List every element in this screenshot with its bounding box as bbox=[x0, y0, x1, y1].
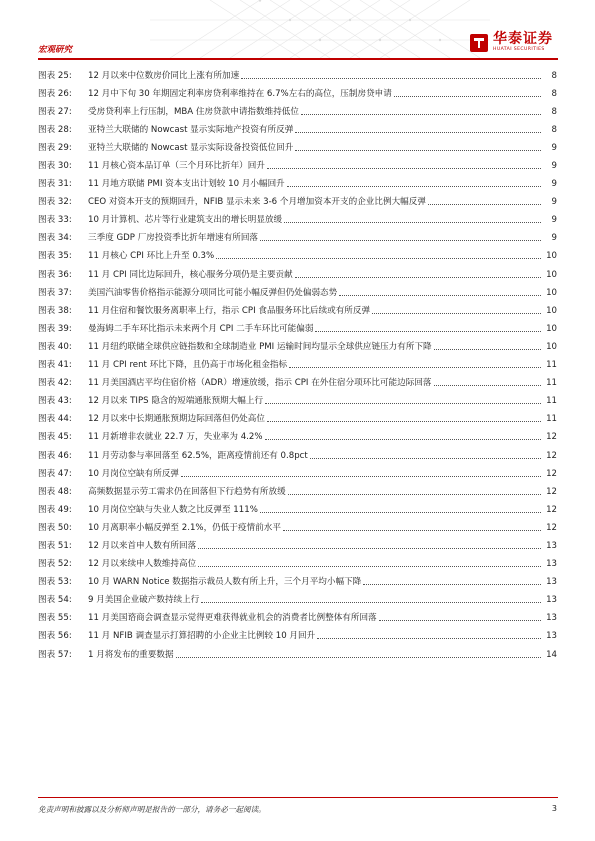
figure-page-number: 12 bbox=[546, 432, 557, 443]
figure-page-number: 11 bbox=[546, 396, 557, 407]
toc-entry[interactable] bbox=[38, 537, 557, 555]
dot-leader bbox=[198, 566, 541, 567]
dot-leader bbox=[198, 548, 541, 549]
figure-page-number: 10 bbox=[546, 269, 557, 280]
figure-number: 图表 25: bbox=[38, 70, 72, 81]
dot-leader bbox=[287, 186, 541, 187]
toc-entry[interactable] bbox=[38, 157, 557, 175]
figure-title: 12 月以来中长期通胀预期边际回落但仍处高位 bbox=[88, 414, 265, 425]
figure-page-number: 14 bbox=[546, 649, 557, 660]
dot-leader bbox=[260, 512, 541, 513]
figure-title: 11 月住宿和餐饮服务离职率上行，指示 CPI 食品服务环比后续或有所反弹 bbox=[88, 305, 371, 316]
figure-page-number: 8 bbox=[551, 124, 557, 135]
figure-page-number: 9 bbox=[551, 233, 557, 244]
figure-number: 图表 52: bbox=[38, 559, 72, 570]
figure-title: 12 月以来首申人数有所回落 bbox=[88, 540, 197, 551]
figure-title: 11 月 CPI rent 环比下降，且仍高于市场化租金指标 bbox=[88, 360, 288, 371]
figure-number: 图表 53: bbox=[38, 577, 72, 588]
toc-entry[interactable] bbox=[38, 212, 557, 230]
toc-entry[interactable] bbox=[38, 592, 557, 610]
dot-leader bbox=[216, 258, 541, 259]
toc-entry[interactable] bbox=[38, 628, 557, 646]
dot-leader bbox=[317, 638, 541, 639]
figure-title: 高频数据显示劳工需求仍在回落但下行趋势有所放缓 bbox=[88, 486, 286, 497]
footer-disclaimer: 免责声明和披露以及分析师声明是报告的一部分，请务必一起阅读。 bbox=[38, 805, 266, 814]
toc-entry[interactable] bbox=[38, 556, 557, 574]
figure-title: 10 月计算机、芯片等行业建筑支出的增长明显放缓 bbox=[88, 215, 283, 226]
toc-entry[interactable] bbox=[38, 357, 557, 375]
toc-entry[interactable] bbox=[38, 266, 557, 284]
figure-number: 图表 34: bbox=[38, 233, 72, 244]
logo-english-name: HUATAI SECURITIES bbox=[493, 47, 545, 52]
figure-page-number: 10 bbox=[546, 251, 557, 262]
figure-title: 受房贷利率上行压制，MBA 住房贷款申请指数维持低位 bbox=[88, 106, 299, 117]
figure-number: 图表 32: bbox=[38, 197, 72, 208]
figure-page-number: 9 bbox=[551, 197, 557, 208]
toc-entry[interactable] bbox=[38, 284, 557, 302]
figure-number: 图表 39: bbox=[38, 323, 72, 334]
dot-leader bbox=[434, 385, 541, 386]
dot-leader bbox=[283, 530, 541, 531]
dot-leader bbox=[181, 476, 541, 477]
figure-number: 图表 41: bbox=[38, 360, 72, 371]
toc-entry[interactable] bbox=[38, 574, 557, 592]
dot-leader bbox=[241, 78, 541, 79]
dot-leader bbox=[310, 458, 541, 459]
figure-page-number: 13 bbox=[546, 595, 557, 606]
toc-entry[interactable] bbox=[38, 194, 557, 212]
figure-number: 图表 43: bbox=[38, 396, 72, 407]
dot-leader bbox=[379, 620, 541, 621]
toc-entry[interactable] bbox=[38, 320, 557, 338]
figure-title: 11 月核心 CPI 环比上升至 0.3% bbox=[88, 251, 215, 262]
dot-leader bbox=[288, 494, 541, 495]
toc-entry[interactable] bbox=[38, 176, 557, 194]
figure-page-number: 11 bbox=[546, 360, 557, 371]
toc-entry[interactable] bbox=[38, 411, 557, 429]
toc-entry[interactable] bbox=[38, 519, 557, 537]
header-decoration bbox=[150, 0, 490, 58]
figure-page-number: 12 bbox=[546, 486, 557, 497]
figure-title: 亚特兰大联储的 Nowcast 显示实际地产投资有所反弹 bbox=[88, 124, 294, 135]
logo-chinese-name: 华泰证券 bbox=[493, 31, 553, 47]
dot-leader bbox=[265, 403, 541, 404]
figure-title: 11 月美国谘商会调查显示觉得更难获得就业机会的消费者比例整体有所回落 bbox=[88, 613, 377, 624]
figure-number: 图表 49: bbox=[38, 504, 72, 515]
toc-entry[interactable] bbox=[38, 646, 557, 664]
figure-number: 图表 29: bbox=[38, 142, 72, 153]
toc-entry[interactable] bbox=[38, 248, 557, 266]
figure-page-number: 13 bbox=[546, 577, 557, 588]
dot-leader bbox=[315, 331, 541, 332]
figure-page-number: 8 bbox=[551, 106, 557, 117]
figure-page-number: 12 bbox=[546, 468, 557, 479]
figure-page-number: 9 bbox=[551, 215, 557, 226]
figure-title: 美国汽油零售价格指示能源分项同比可能小幅反弹但仍处偏弱态势 bbox=[88, 287, 338, 298]
toc-entry[interactable] bbox=[38, 139, 557, 157]
figure-title: 10 月岗位空缺有所反弹 bbox=[88, 468, 180, 479]
figure-page-number: 10 bbox=[546, 305, 557, 316]
toc-entry[interactable] bbox=[38, 121, 557, 139]
toc-entry[interactable] bbox=[38, 447, 557, 465]
figure-page-number: 10 bbox=[546, 287, 557, 298]
dot-leader bbox=[363, 584, 541, 585]
dot-leader bbox=[201, 602, 541, 603]
figure-title: 11 月美国酒店平均住宿价格（ADR）增速放缓，指示 CPI 在外住宿分项环比可能边际回落 bbox=[88, 378, 432, 389]
dot-leader bbox=[284, 222, 541, 223]
dot-leader bbox=[428, 204, 541, 205]
figure-title: 11 月纽约联储全球供应链指数和全球制造业 PMI 运输时间均显示全球供应链压力有所下降 bbox=[88, 341, 432, 352]
dot-leader bbox=[176, 657, 541, 658]
figure-title: 12 月以来 TIPS 隐含的短端通胀预期大幅上行 bbox=[88, 396, 264, 407]
dot-leader bbox=[295, 150, 541, 151]
figure-number: 图表 46: bbox=[38, 450, 72, 461]
dot-leader bbox=[372, 313, 541, 314]
dot-leader bbox=[295, 132, 541, 133]
footer-rule bbox=[38, 797, 558, 798]
figure-title: 11 月 CPI 同比边际回升，核心服务分项仍是主要贡献 bbox=[88, 269, 293, 280]
figure-number: 图表 36: bbox=[38, 269, 72, 280]
figure-page-number: 9 bbox=[551, 161, 557, 172]
figure-page-number: 9 bbox=[551, 179, 557, 190]
figure-number: 图表 33: bbox=[38, 215, 72, 226]
dot-leader bbox=[260, 240, 541, 241]
toc-entry[interactable] bbox=[38, 67, 557, 85]
figure-page-number: 12 bbox=[546, 450, 557, 461]
figure-page-number: 10 bbox=[546, 323, 557, 334]
figure-number: 图表 48: bbox=[38, 486, 72, 497]
figure-number: 图表 35: bbox=[38, 251, 72, 262]
page-number: 3 bbox=[551, 804, 557, 813]
figure-page-number: 13 bbox=[546, 613, 557, 624]
figure-page-number: 9 bbox=[551, 142, 557, 153]
figure-title: 11 月核心资本品订单（三个月环比折年）回升 bbox=[88, 161, 265, 172]
figure-number: 图表 54: bbox=[38, 595, 72, 606]
toc-entry[interactable] bbox=[38, 230, 557, 248]
figure-number: 图表 44: bbox=[38, 414, 72, 425]
figure-number: 图表 40: bbox=[38, 341, 72, 352]
figure-number: 图表 27: bbox=[38, 106, 72, 117]
section-label: 宏观研究 bbox=[38, 45, 73, 55]
toc-entry[interactable] bbox=[38, 338, 557, 356]
figure-page-number: 12 bbox=[546, 522, 557, 533]
figure-page-number: 11 bbox=[546, 378, 557, 389]
figure-title: 三季度 GDP 厂房投资季比折年增速有所回落 bbox=[88, 233, 259, 244]
toc-entry[interactable] bbox=[38, 85, 557, 103]
dot-leader bbox=[267, 168, 541, 169]
figure-number: 图表 50: bbox=[38, 522, 72, 533]
page-header bbox=[0, 0, 595, 62]
toc-entry[interactable] bbox=[38, 483, 557, 501]
figure-number: 图表 38: bbox=[38, 305, 72, 316]
dot-leader bbox=[267, 421, 541, 422]
toc-entry[interactable] bbox=[38, 302, 557, 320]
figure-number: 图表 30: bbox=[38, 161, 72, 172]
toc-entry[interactable] bbox=[38, 429, 557, 447]
figure-page-number: 12 bbox=[546, 504, 557, 515]
figure-page-number: 13 bbox=[546, 631, 557, 642]
figure-page-number: 8 bbox=[551, 88, 557, 99]
dot-leader bbox=[265, 439, 541, 440]
figure-number: 图表 26: bbox=[38, 88, 72, 99]
figure-title: 11 月 NFIB 调查显示打算招聘的小企业主比例较 10 月回升 bbox=[88, 631, 316, 642]
figure-number: 图表 51: bbox=[38, 540, 72, 551]
figure-number: 图表 57: bbox=[38, 649, 72, 660]
figure-page-number: 10 bbox=[546, 341, 557, 352]
dot-leader bbox=[394, 96, 541, 97]
figure-number: 图表 56: bbox=[38, 631, 72, 642]
company-logo bbox=[470, 32, 553, 53]
header-rule bbox=[38, 58, 558, 60]
figure-number: 图表 45: bbox=[38, 432, 72, 443]
figure-title: 1 月将发布的重要数据 bbox=[88, 649, 174, 660]
figure-title: 12 月以来中位数房价同比上涨有所加速 bbox=[88, 70, 240, 81]
figure-title: 9 月美国企业破产数持续上行 bbox=[88, 595, 200, 606]
figure-number: 图表 37: bbox=[38, 287, 72, 298]
dot-leader bbox=[289, 367, 541, 368]
dot-leader bbox=[339, 295, 541, 296]
figure-title: CEO 对资本开支的预期回升，NFIB 显示未来 3-6 个月增加资本开支的企业比例大幅反弹 bbox=[88, 197, 426, 208]
figure-number: 图表 47: bbox=[38, 468, 72, 479]
toc-entry[interactable] bbox=[38, 103, 557, 121]
dot-leader bbox=[434, 349, 541, 350]
toc-entry[interactable] bbox=[38, 610, 557, 628]
figure-title: 亚特兰大联储的 Nowcast 显示实际设备投资低位回升 bbox=[88, 142, 294, 153]
figure-title: 12 月以来续申人数维持高位 bbox=[88, 559, 197, 570]
figure-number: 图表 31: bbox=[38, 179, 72, 190]
toc-entry[interactable] bbox=[38, 501, 557, 519]
toc-entry[interactable] bbox=[38, 375, 557, 393]
figure-page-number: 11 bbox=[546, 414, 557, 425]
huatai-logo-icon bbox=[470, 34, 488, 52]
figure-title: 11 月地方联储 PMI 资本支出计划较 10 月小幅回升 bbox=[88, 179, 285, 190]
toc-entry[interactable] bbox=[38, 393, 557, 411]
figure-number: 图表 42: bbox=[38, 378, 72, 389]
figure-page-number: 13 bbox=[546, 540, 557, 551]
dot-leader bbox=[295, 277, 541, 278]
figure-title: 11 月劳动参与率回落至 62.5%，距离疫情前还有 0.8pct bbox=[88, 450, 308, 461]
figure-title: 12 月中下旬 30 年期固定利率房贷利率维持在 6.7%左右的高位，压制房贷申请 bbox=[88, 88, 392, 99]
figure-title: 10 月岗位空缺与失业人数之比反弹至 111% bbox=[88, 504, 258, 515]
figure-page-number: 8 bbox=[551, 70, 557, 81]
figure-number: 图表 28: bbox=[38, 124, 72, 135]
figure-number: 图表 55: bbox=[38, 613, 72, 624]
figure-title: 10 月 WARN Notice 数据指示裁员人数有所上升，三个月平均小幅下降 bbox=[88, 577, 362, 588]
figure-title: 10 月离职率小幅反弹至 2.1%，仍低于疫情前水平 bbox=[88, 522, 281, 533]
figure-title: 11 月新增非农就业 22.7 万，失业率为 4.2% bbox=[88, 432, 263, 443]
toc-entry[interactable] bbox=[38, 465, 557, 483]
figure-page-number: 13 bbox=[546, 559, 557, 570]
dot-leader bbox=[301, 114, 541, 115]
figure-list bbox=[38, 67, 557, 664]
figure-title: 曼海姆二手车环比指示未来两个月 CPI 二手车环比可能偏弱 bbox=[88, 323, 314, 334]
